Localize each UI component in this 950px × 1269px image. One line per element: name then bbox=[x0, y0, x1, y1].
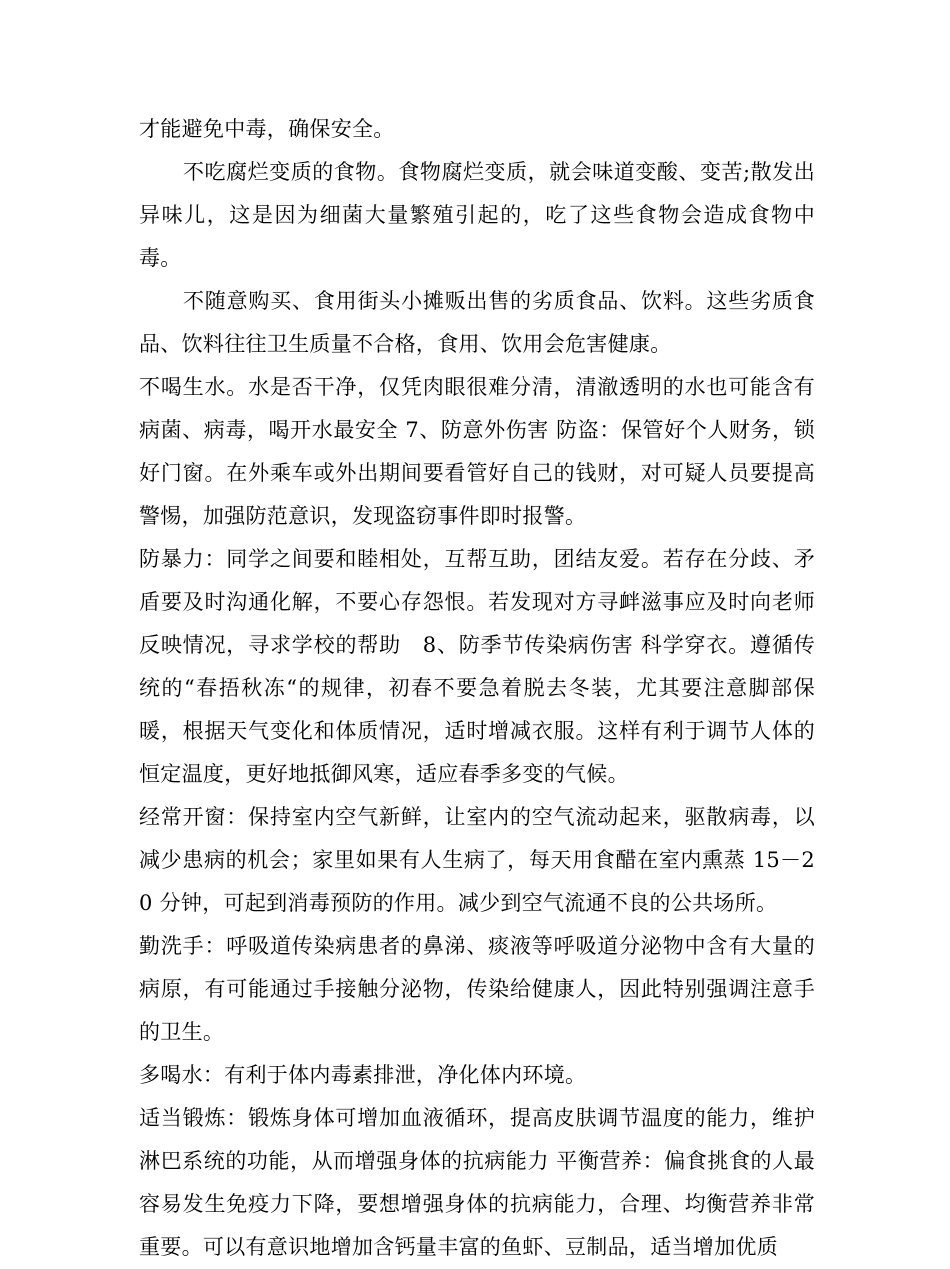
paragraph: 才能避免中毒，确保安全。 bbox=[139, 117, 395, 141]
paragraph: 不喝生水。水是否干净，仅凭肉眼很难分清，清澈透明的水也可能含有病菌、病毒，喝开水最安全 7、防意外伤害 防盗：保管好个人财务，锁好门窗。在外乘车或外出期间要看管好自己的钱财，对可疑人员要提高警惕，加强防范意识，发现盗窃事件即时报警。 bbox=[139, 375, 815, 528]
paragraph: 不吃腐烂变质的食物。食物腐烂变质，就会味道变酸、变苦;散发出异味儿，这是因为细菌大量繁殖引起的，吃了这些食物会造成食物中毒。 bbox=[139, 160, 815, 270]
document-body bbox=[139, 108, 815, 1269]
paragraph: 多喝水：有利于体内毒素排泄，净化体内环境。 bbox=[139, 1063, 587, 1087]
paragraph: 不随意购买、食用街头小摊贩出售的劣质食品、饮料。这些劣质食品、饮料往往卫生质量不合格，食用、饮用会危害健康。 bbox=[139, 289, 815, 356]
paragraph: 防暴力：同学之间要和睦相处，互帮互助，团结友爱。若存在分歧、矛盾要及时沟通化解，不要心存怨恨。若发现对方寻衅滋事应及时向老师反映情况，寻求学校的帮助 8、防季节传染病伤害 科学穿衣。遵循传统的“春捂秋冻“的规律，初春不要急着脱去冬装，尤其要注意脚部保暖，根据天气变化和体质情况，适时增减衣服。这样有利于调节人体的恒定温度，更好地抵御风寒，适应春季多变的气候。 bbox=[139, 547, 815, 786]
paragraph: 勤洗手：呼吸道传染病患者的鼻涕、痰液等呼吸道分泌物中含有大量的病原，有可能通过手接触分泌物，传染给健康人，因此特别强调注意手的卫生。 bbox=[139, 934, 815, 1044]
paragraph: 适当锻炼：锻炼身体可增加血液循环，提高皮肤调节温度的能力，维护淋巴系统的功能，从而增强身体的抗病能力 平衡营养：偏食挑食的人最容易发生免疫力下降，要想增强身体的抗病能力，合理、均衡营养非常重要。可以有意识地增加含钙量丰富的鱼虾、豆制品，适当增加优质 bbox=[139, 1106, 815, 1259]
paragraph: 经常开窗：保持室内空气新鲜，让室内的空气流动起来，驱散病毒，以减少患病的机会；家里如果有人生病了，每天用食醋在室内熏蒸 15－20 分钟，可起到消毒预防的作用。减少到空气流通不良的公共场所。 bbox=[139, 805, 815, 915]
